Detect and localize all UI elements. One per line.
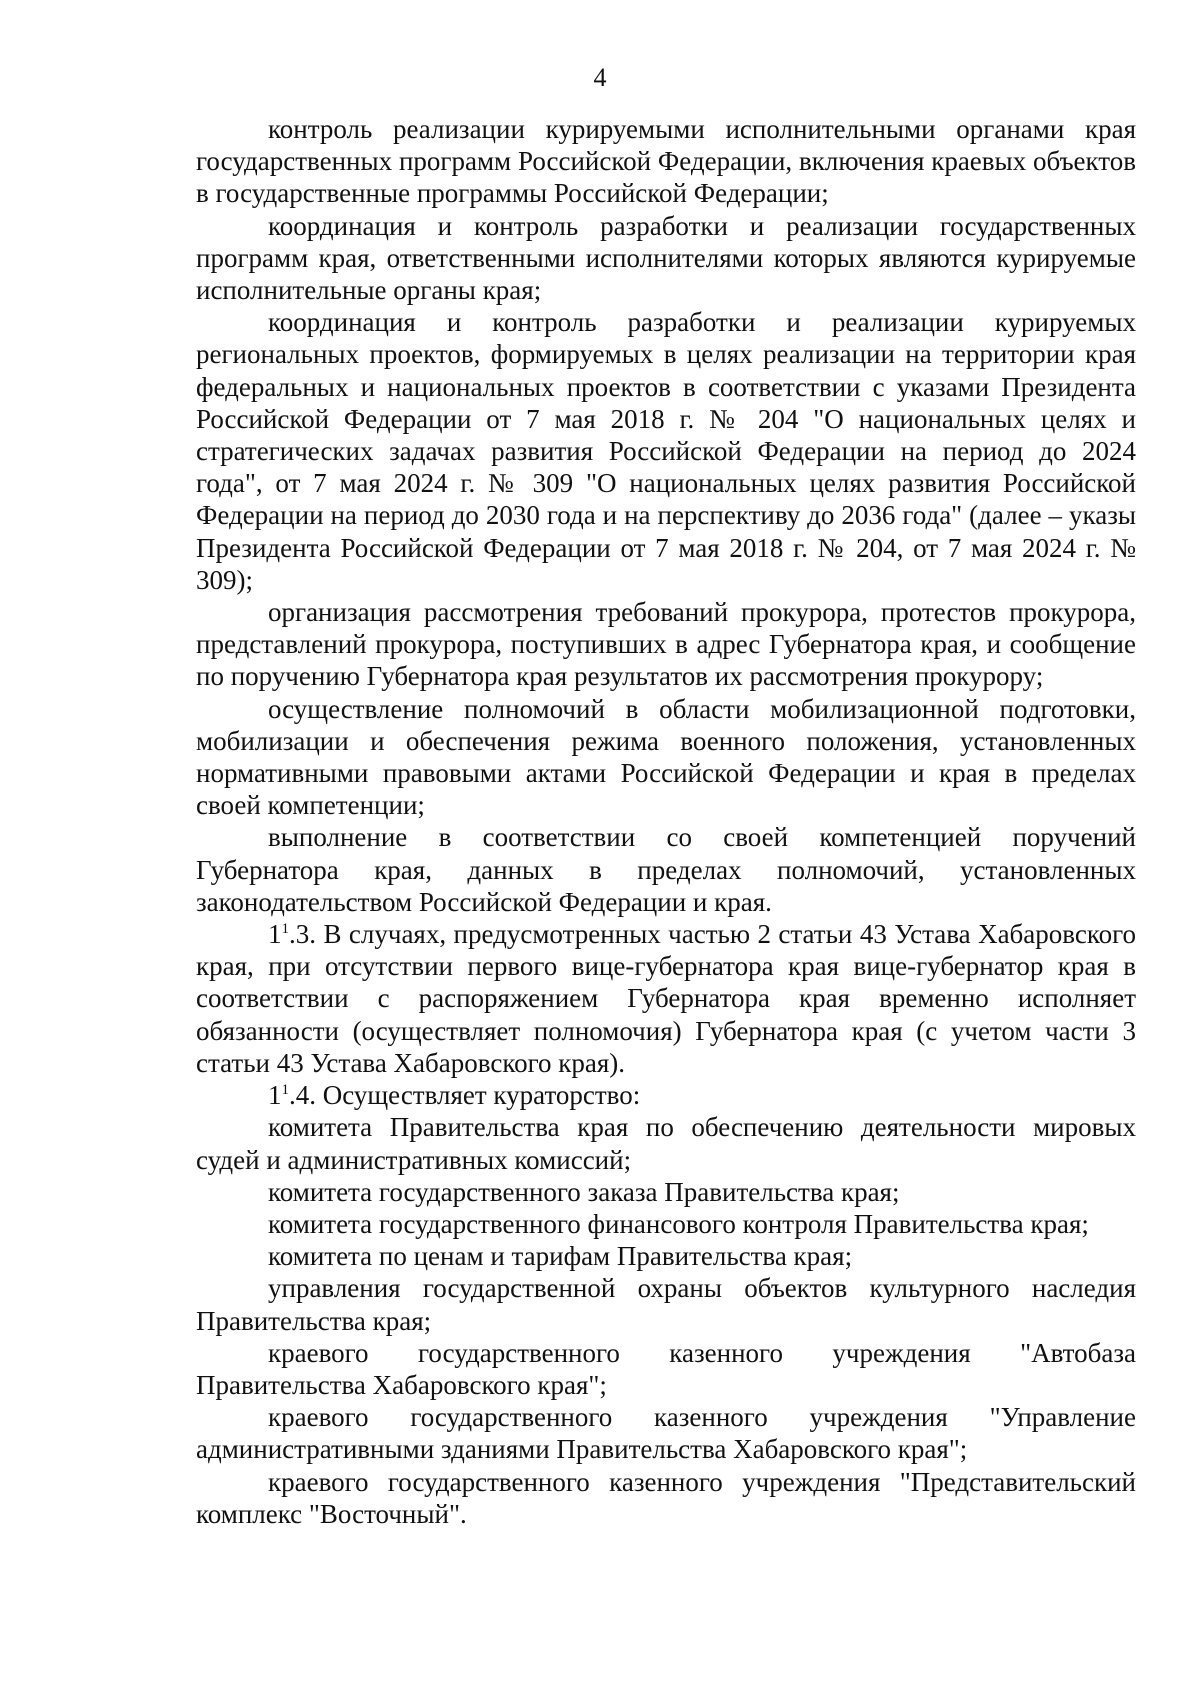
curated-item: краевого государственного казенного учреждения "Автобаза Правительства Хабаровского края"; [196, 1337, 1136, 1400]
clause-text: В случаях, предусмотренных частью 2 статьи 43 Устава Хабаровского края, при отсутствии первого вице-губернатора края вице-губернатор края в соответствии с распоряжением Губернатора края временно исполняет обязанности (осуществляет полномочия) Губернатора края (с учетом части 3 статьи 43 Устава Хабаровского края). [196, 919, 1136, 1078]
curated-item: комитета государственного финансового контроля Правительства края; [268, 1208, 1089, 1239]
curated-item: комитета Правительства края по обеспечению деятельности мировых судей и административных комиссий; [196, 1112, 1136, 1175]
curated-item: комитета по ценам и тарифам Правительства края; [268, 1241, 853, 1272]
page-number: 4 [593, 63, 607, 92]
clause-number-main: 1 [268, 1080, 282, 1111]
clause-1-1-4 [196, 1079, 1136, 1111]
paragraph: координация и контроль разработки и реализации курируемых региональных проектов, формируемых в целях реализации на территории края федеральных и национальных проектов в соответствии с указами Президента Российской Федерации от 7 мая 2018 г. № 204 "О национальных целях и стратегических задачах развития Российской Федерации на период до 2024 года", от 7 мая 2024 г. № 309 "О национальных целях развития Российской Федерации на период до 2030 года и на перспективу до 2036 года" (далее – указы Президента Российской Федерации от 7 мая 2018 г. № 204, от 7 мая 2024 г. № 309); [196, 307, 1136, 595]
curated-item: комитета государственного заказа Правительства края; [268, 1176, 900, 1207]
curated-item: управления государственной охраны объектов культурного наследия Правительства края; [196, 1273, 1136, 1336]
paragraph: осуществление полномочий в области мобилизационной подготовки, мобилизации и обеспечения режима военного положения, установленных нормативными правовыми актами Российской Федерации и края в пределах своей компетенции; [196, 693, 1136, 821]
paragraph: координация и контроль разработки и реализации государственных программ края, ответственными исполнителями которых являются курируемые исполнительные органы края; [196, 210, 1136, 306]
clause-number-rest: .4. [289, 1080, 316, 1111]
clause-number [268, 919, 316, 949]
paragraph: выполнение в соответствии со своей компетенцией поручений Губернатора края, данных в пределах полномочий, установленных законодательством Российской Федерации и края. [196, 822, 1136, 917]
clause-number-rest: .3. [289, 919, 316, 950]
clause-text: Осуществляет кураторство: [322, 1080, 641, 1111]
paragraph: контроль реализации курируемыми исполнительными органами края государственных программ Российской Федерации, включения краевых объектов в государственные программы Российской Федерации; [196, 114, 1136, 209]
clause-number [268, 1080, 316, 1110]
clause-number-main: 1 [268, 919, 282, 950]
clause-1-1-3 [196, 918, 1136, 1079]
curated-item: краевого государственного казенного учреждения "Управление административными зданиями Правительства Хабаровского края"; [196, 1402, 1136, 1465]
document-body [196, 113, 1136, 1530]
clause-number-superscript: 1 [281, 921, 289, 938]
curated-item: краевого государственного казенного учреждения "Представительский комплекс "Восточный". [196, 1466, 1136, 1529]
paragraph: организация рассмотрения требований прокурора, протестов прокурора, представлений прокурора, поступивших в адрес Губернатора края, и сообщение по поручению Губернатора края результатов их рассмотрения прокурору; [196, 597, 1136, 692]
clause-number-superscript: 1 [281, 1082, 289, 1099]
